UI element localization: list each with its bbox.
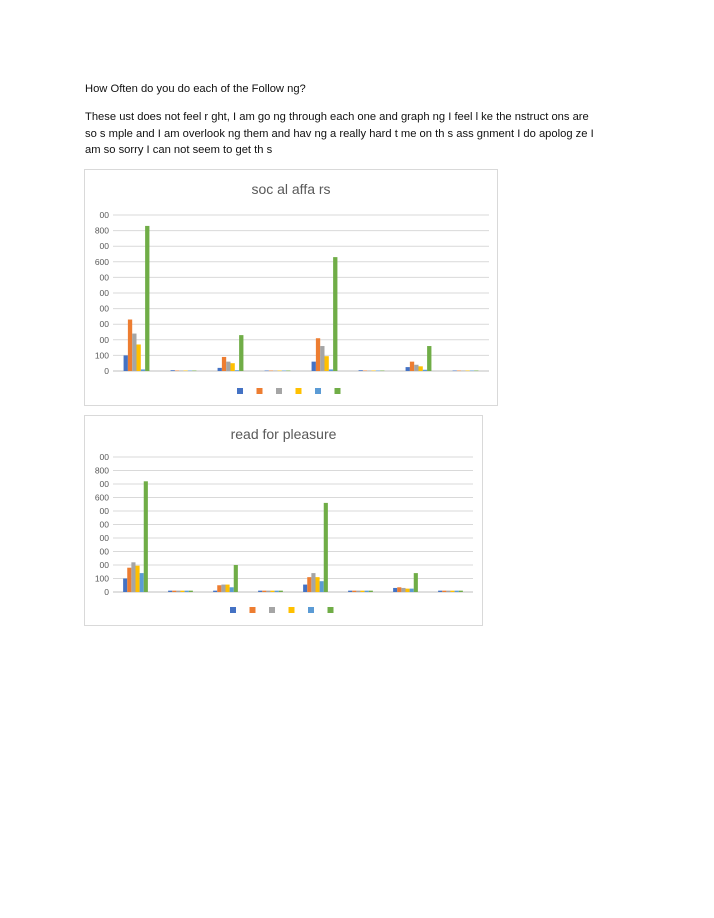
y-tick-label: 00 xyxy=(99,519,109,530)
bar xyxy=(369,591,373,592)
bar xyxy=(363,371,367,372)
bar xyxy=(218,368,222,371)
legend-swatch xyxy=(276,388,282,394)
bar xyxy=(372,371,376,372)
bar xyxy=(217,585,221,592)
bar xyxy=(136,566,140,592)
bar xyxy=(324,503,328,592)
y-tick-label: 00 xyxy=(99,479,109,489)
bar xyxy=(226,585,230,592)
bar xyxy=(275,591,279,592)
bar xyxy=(144,481,148,592)
legend-swatch xyxy=(250,607,256,613)
legend-swatch xyxy=(269,607,275,613)
bar xyxy=(356,591,360,592)
y-tick-label: 0 xyxy=(104,587,109,597)
bar xyxy=(168,591,172,592)
y-tick-label: 00 xyxy=(99,560,109,570)
bar xyxy=(414,365,418,371)
bar xyxy=(474,371,478,372)
bar xyxy=(239,335,243,371)
bar xyxy=(320,346,324,371)
bar xyxy=(266,591,270,592)
bar xyxy=(316,338,320,371)
bar xyxy=(470,371,474,372)
bar xyxy=(312,362,316,371)
bar xyxy=(132,334,136,371)
y-tick-label: 00 xyxy=(99,546,109,557)
bar xyxy=(188,371,192,372)
bar xyxy=(221,585,225,592)
bar xyxy=(286,371,290,372)
paragraph-line: These ust does not feel r ght, I am go ng through each one and graph ng I feel l ke the nstruct ons are xyxy=(85,111,589,123)
y-tick-label: 600 xyxy=(94,492,109,503)
bar xyxy=(333,257,337,371)
bar xyxy=(258,591,262,592)
y-tick-label: 800 xyxy=(94,225,109,236)
bar xyxy=(234,565,238,592)
read-for-pleasure-chart xyxy=(84,415,483,626)
y-tick-label: 00 xyxy=(99,272,109,283)
body-paragraph xyxy=(85,109,630,159)
bar xyxy=(457,371,461,372)
bar xyxy=(410,589,414,592)
y-tick-label: 00 xyxy=(99,210,109,220)
bar xyxy=(376,371,380,372)
bar xyxy=(222,357,226,371)
y-tick-label: 800 xyxy=(94,465,109,476)
legend-swatch xyxy=(308,607,314,613)
bar xyxy=(123,579,127,593)
bar xyxy=(442,591,446,592)
y-tick-label: 00 xyxy=(99,288,109,298)
legend-swatch xyxy=(296,388,302,394)
bar xyxy=(461,371,465,372)
bar xyxy=(265,371,269,372)
y-tick-label: 100 xyxy=(94,573,109,584)
bar xyxy=(176,591,180,592)
bar xyxy=(171,370,175,371)
read-for-pleasure-chart-svg xyxy=(85,416,482,625)
legend-swatch xyxy=(237,388,243,394)
bar xyxy=(419,366,423,371)
bar xyxy=(279,591,283,592)
legend-swatch xyxy=(257,388,263,394)
bar xyxy=(406,367,410,371)
bar xyxy=(235,370,239,371)
bar xyxy=(446,591,450,592)
bar xyxy=(172,591,176,592)
bar xyxy=(269,371,273,372)
bar xyxy=(262,591,266,592)
y-tick-label: 100 xyxy=(94,350,109,361)
bar xyxy=(179,371,183,372)
bar xyxy=(459,591,463,592)
y-tick-label: 00 xyxy=(99,533,109,543)
bar xyxy=(325,356,329,371)
bar xyxy=(140,573,144,592)
y-tick-label: 00 xyxy=(99,334,109,345)
y-tick-label: 00 xyxy=(99,241,109,252)
bar xyxy=(141,369,145,371)
bar xyxy=(226,362,230,371)
bar xyxy=(184,371,188,372)
bar xyxy=(367,371,371,372)
bar xyxy=(397,587,401,592)
bar xyxy=(145,226,149,371)
bar xyxy=(213,591,217,592)
bar xyxy=(273,371,277,372)
bar xyxy=(181,591,185,592)
bar xyxy=(316,577,320,592)
bar xyxy=(365,591,369,592)
bar xyxy=(128,320,132,371)
bar xyxy=(414,573,418,592)
bar xyxy=(352,591,356,592)
bar xyxy=(455,591,459,592)
bar xyxy=(438,591,442,592)
bar xyxy=(231,363,235,371)
bar xyxy=(451,591,455,592)
bar xyxy=(192,371,196,372)
bar xyxy=(380,371,384,372)
social-affairs-chart xyxy=(84,169,498,406)
page-heading: How Often do you do each of the Follow ng? xyxy=(85,83,306,95)
y-tick-label: 0 xyxy=(104,366,109,376)
bar xyxy=(453,371,457,372)
bar xyxy=(427,346,431,371)
bar xyxy=(311,573,315,592)
bar xyxy=(137,344,141,371)
legend-swatch xyxy=(328,607,334,613)
bar xyxy=(329,369,333,371)
bar xyxy=(410,362,414,371)
y-tick-label: 00 xyxy=(99,452,109,462)
bar xyxy=(361,591,365,592)
bar xyxy=(423,370,427,371)
bar xyxy=(185,591,189,592)
bar xyxy=(320,581,324,592)
bar xyxy=(189,591,193,592)
bar xyxy=(406,589,410,592)
bar xyxy=(307,577,311,592)
bar xyxy=(175,371,179,372)
social-affairs-chart-svg xyxy=(85,170,497,405)
bar xyxy=(466,371,470,372)
chart-title: read for pleasure xyxy=(230,426,337,442)
bar xyxy=(131,562,135,592)
paragraph-line: am so sorry I can not seem to get th s xyxy=(85,144,273,156)
legend-swatch xyxy=(289,607,295,613)
paragraph-line: so s mple and I am overlook ng them and hav ng a really hard t me on th s ass gnment I do apolog ze I xyxy=(85,127,594,140)
legend-swatch xyxy=(315,388,321,394)
bar xyxy=(401,588,405,592)
bar xyxy=(124,355,128,371)
bar xyxy=(303,585,307,592)
legend-swatch xyxy=(230,607,236,613)
bar xyxy=(282,371,286,372)
bar xyxy=(359,370,363,371)
bar xyxy=(278,371,282,372)
chart-title: soc al affa rs xyxy=(251,181,331,197)
bar xyxy=(393,588,397,592)
y-tick-label: 00 xyxy=(99,303,109,314)
bar xyxy=(127,568,131,592)
legend-swatch xyxy=(335,388,341,394)
y-tick-label: 600 xyxy=(94,256,109,267)
bar xyxy=(348,591,352,592)
bar xyxy=(271,591,275,592)
y-tick-label: 00 xyxy=(99,506,109,516)
y-tick-label: 00 xyxy=(99,319,109,330)
bar xyxy=(230,587,234,592)
